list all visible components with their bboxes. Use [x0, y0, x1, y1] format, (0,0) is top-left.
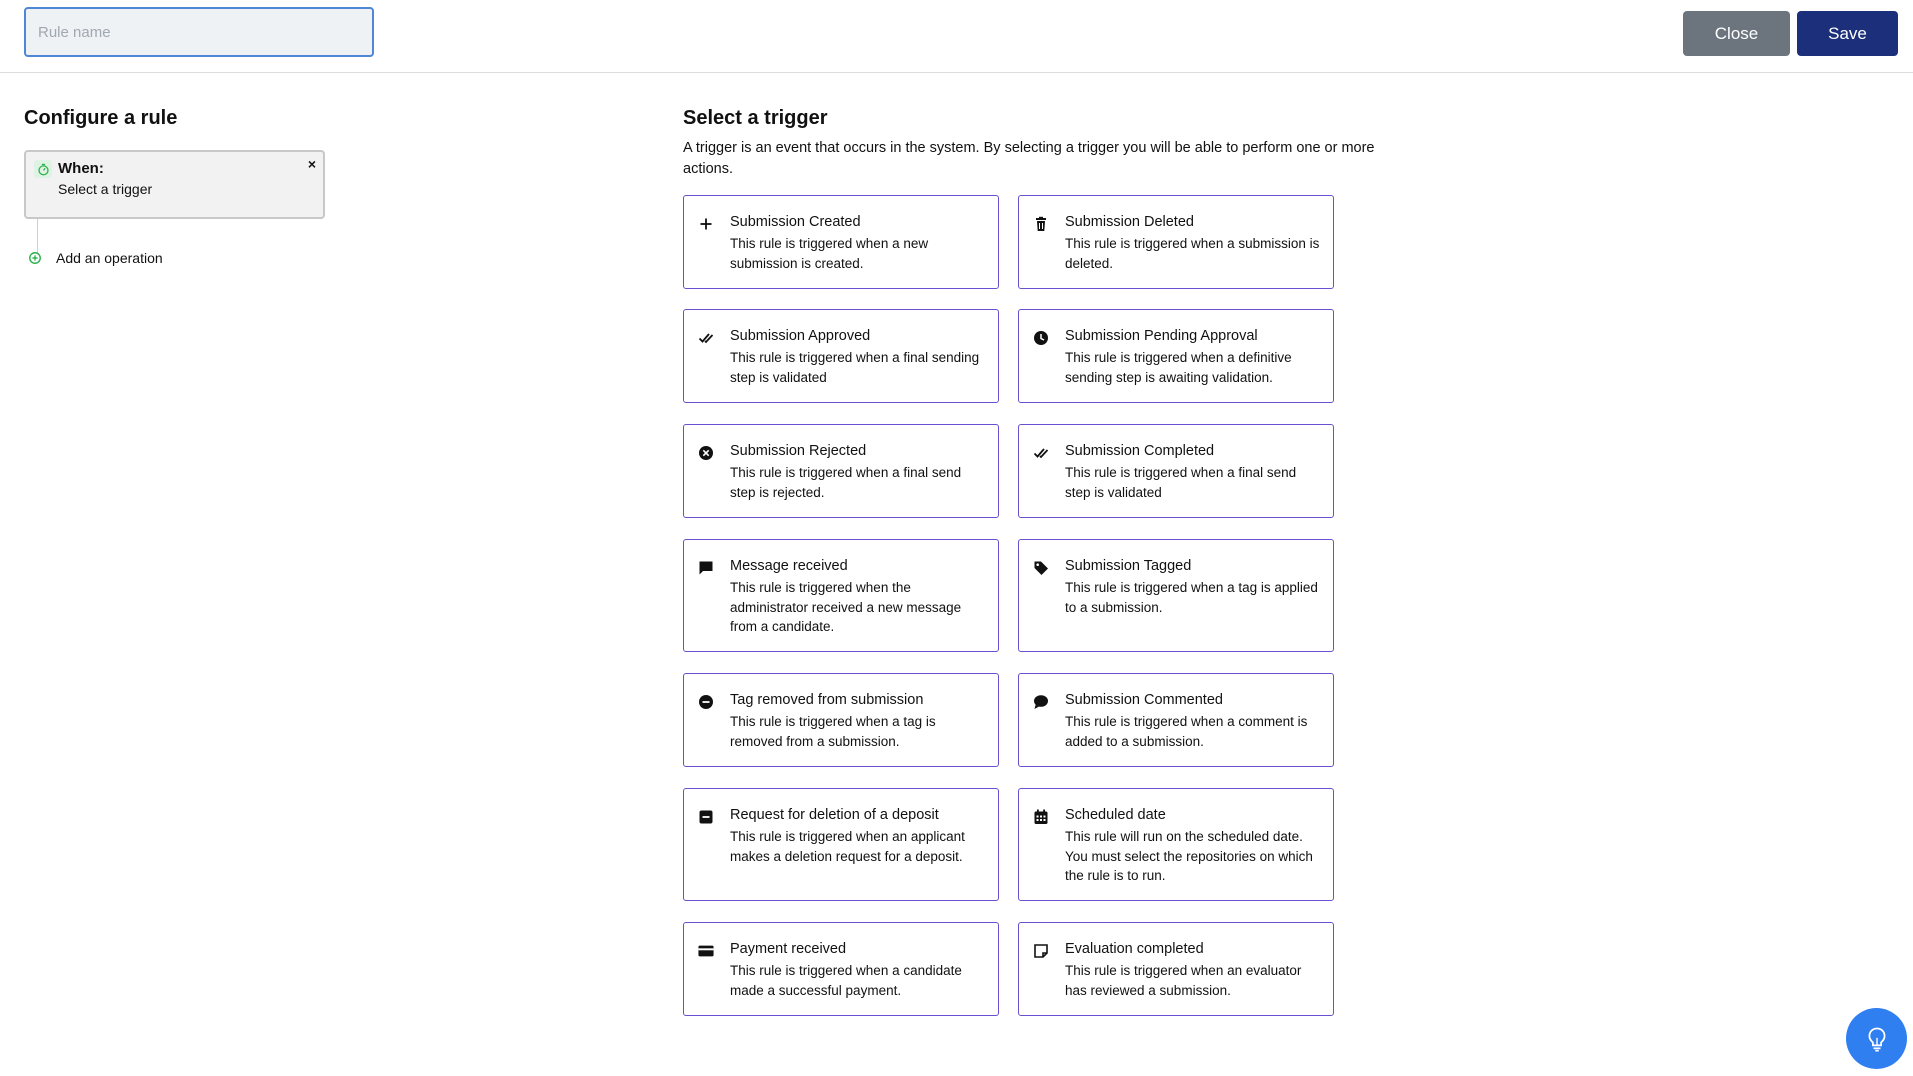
rule-name-input[interactable] [24, 7, 374, 57]
add-operation-button[interactable] [28, 250, 163, 266]
help-fab-button[interactable] [1846, 1008, 1907, 1069]
trigger-card-message-received[interactable] [683, 539, 999, 652]
trigger-title: Submission Completed [1065, 443, 1215, 459]
trigger-title: Evaluation completed [1065, 941, 1204, 957]
trigger-desc: This rule is triggered when a submission is deleted. [1065, 236, 1320, 271]
trigger-desc: This rule is triggered when a final sending step is validated [730, 350, 980, 385]
trigger-title: Submission Rejected [730, 443, 867, 459]
x-circle-icon [698, 445, 714, 461]
trigger-title: Tag removed from submission [730, 692, 924, 708]
trigger-desc: This rule is triggered when a tag is applied to a submission. [1065, 580, 1318, 615]
trigger-card-submission-pending-approval[interactable] [1018, 309, 1334, 403]
when-trigger-box[interactable] [24, 150, 325, 219]
trigger-title: Scheduled date [1065, 807, 1166, 823]
trigger-card-submission-deleted[interactable] [1018, 195, 1334, 289]
save-button[interactable]: Save [1797, 11, 1898, 56]
trigger-card-evaluation-completed[interactable] [1018, 922, 1334, 1016]
trigger-desc: This rule will run on the scheduled date. You must select the repositories on which the rule is to run. [1065, 829, 1313, 883]
trigger-card-submission-approved[interactable] [683, 309, 999, 403]
trigger-card-scheduled-date[interactable] [1018, 788, 1334, 901]
trigger-card-submission-completed[interactable] [1018, 424, 1334, 518]
trigger-desc: This rule is triggered when a final send step is rejected. [730, 465, 962, 500]
trash-icon [1033, 216, 1049, 232]
trigger-desc: This rule is triggered when an applicant makes a deletion request for a deposit. [730, 829, 965, 864]
trigger-desc: This rule is triggered when a candidate made a successful payment. [730, 963, 962, 998]
trigger-title: Request for deletion of a deposit [730, 807, 939, 823]
lightbulb-icon [1863, 1025, 1891, 1053]
plus-icon [698, 216, 714, 232]
credit-card-icon [698, 943, 714, 959]
trigger-title: Submission Created [730, 214, 861, 230]
configure-rule-title: Configure a rule [24, 107, 178, 129]
trigger-desc: This rule is triggered when an evaluator has reviewed a submission. [1065, 963, 1302, 998]
trigger-title: Submission Pending Approval [1065, 328, 1258, 344]
minus-circle-icon [698, 694, 714, 710]
trigger-desc: This rule is triggered when a final send step is validated [1065, 465, 1297, 500]
select-trigger-title: Select a trigger [683, 107, 828, 129]
clock-icon [1033, 330, 1049, 346]
message-icon [698, 560, 714, 576]
double-check-icon [698, 330, 714, 346]
trigger-title: Submission Commented [1065, 692, 1223, 708]
trigger-title: Submission Deleted [1065, 214, 1194, 230]
trigger-card-submission-rejected[interactable] [683, 424, 999, 518]
trigger-desc: This rule is triggered when a comment is added to a submission. [1065, 714, 1308, 749]
tag-icon [1033, 560, 1049, 576]
trigger-card-tag-removed[interactable] [683, 673, 999, 767]
trigger-card-request-deletion-deposit[interactable] [683, 788, 999, 901]
comment-icon [1033, 694, 1049, 710]
minus-square-icon [698, 809, 714, 825]
connector-line [37, 219, 38, 253]
trigger-card-payment-received[interactable] [683, 922, 999, 1016]
trigger-desc: This rule is triggered when a tag is removed from a submission. [730, 714, 936, 749]
trigger-card-submission-tagged[interactable] [1018, 539, 1334, 652]
plus-circle-icon [28, 251, 42, 265]
trigger-description: A trigger is an event that occurs in the system. By selecting a trigger you will be able to perform one or more actions. [683, 140, 1375, 177]
trigger-desc: This rule is triggered when a new submission is created. [730, 236, 929, 271]
trigger-title: Submission Approved [730, 328, 871, 344]
calendar-icon [1033, 809, 1049, 825]
when-placeholder: Select a trigger [58, 181, 153, 197]
trigger-title: Submission Tagged [1065, 558, 1192, 574]
double-check-icon [1033, 445, 1049, 461]
trigger-card-submission-created[interactable] [683, 195, 999, 289]
when-label: When: [58, 160, 104, 177]
trigger-desc: This rule is triggered when a definitive sending step is awaiting validation. [1065, 350, 1292, 385]
close-icon[interactable]: × [307, 156, 316, 172]
trigger-title: Payment received [730, 941, 847, 957]
add-operation-label: Add an operation [56, 250, 163, 266]
sticky-note-icon [1033, 943, 1049, 959]
trigger-card-submission-commented[interactable] [1018, 673, 1334, 767]
timer-icon [34, 160, 52, 178]
close-button[interactable]: Close [1683, 11, 1790, 56]
trigger-desc: This rule is triggered when the administrator received a new message from a candidate. [730, 580, 962, 634]
header [0, 0, 1913, 73]
trigger-title: Message received [730, 558, 848, 574]
